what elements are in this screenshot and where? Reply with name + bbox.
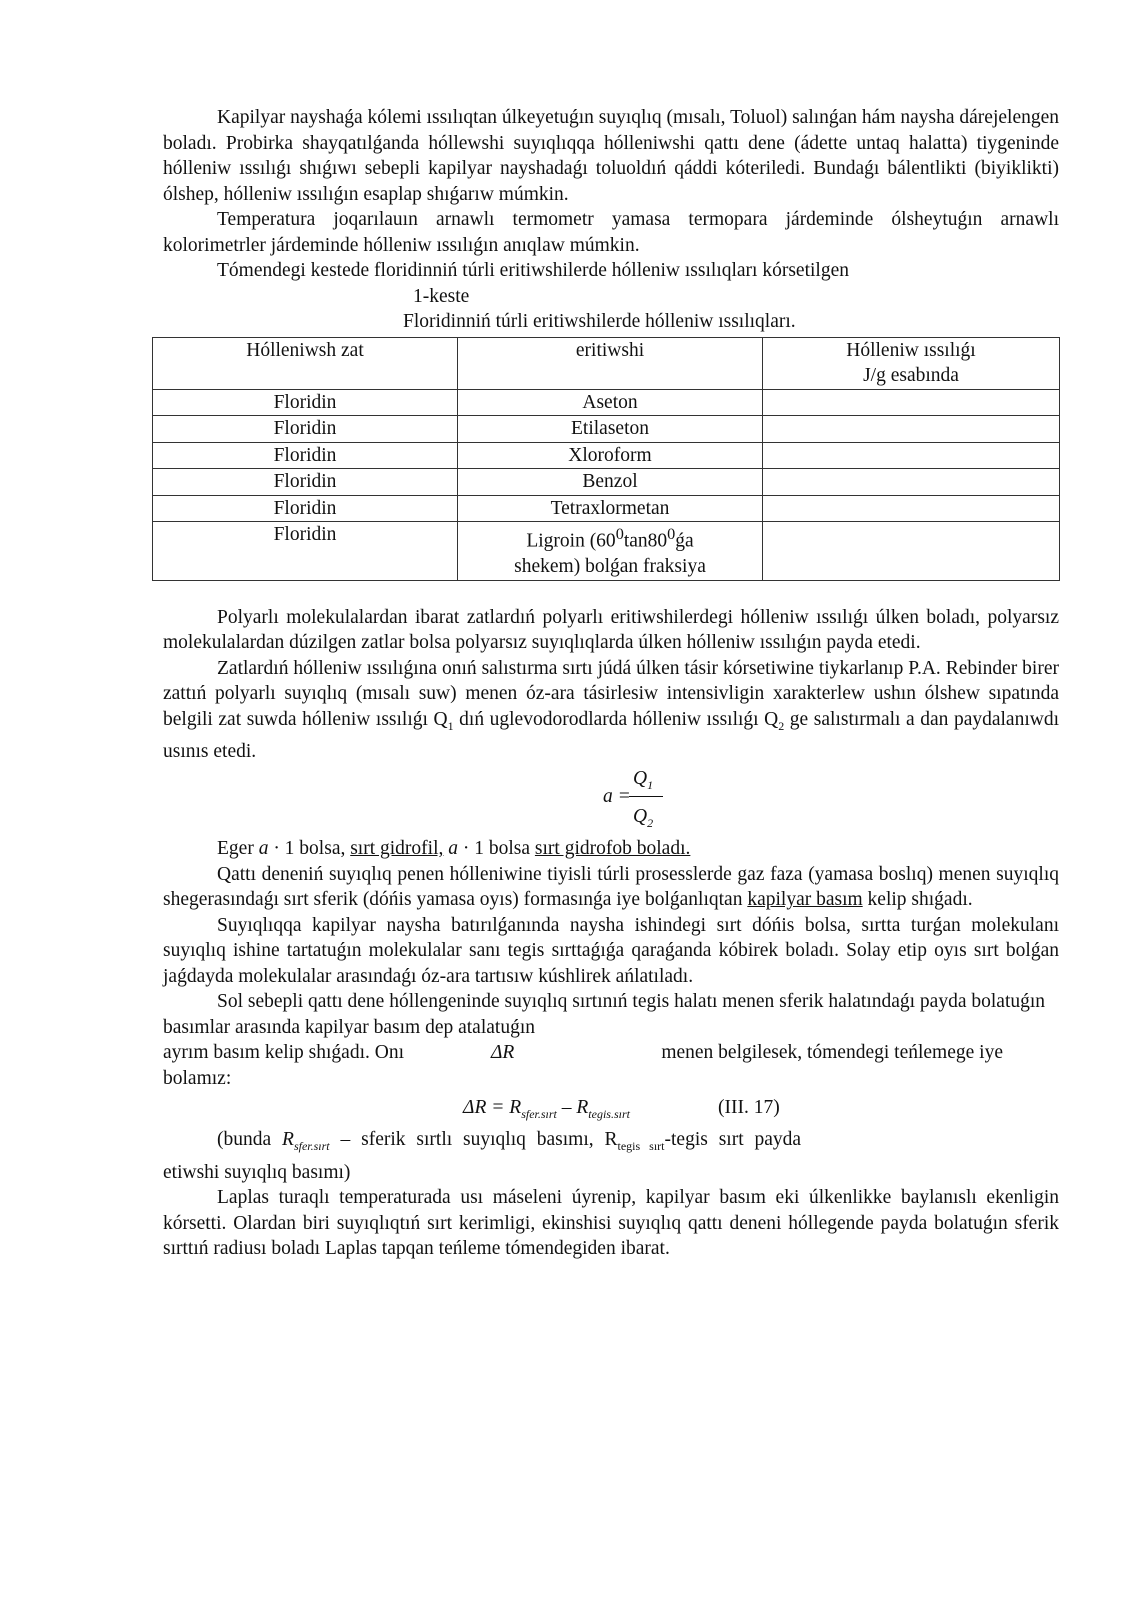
cell: Floridin xyxy=(153,389,458,416)
table-number: 1-keste xyxy=(413,285,470,307)
formula-pressure xyxy=(163,1091,1059,1127)
cell: Floridin xyxy=(153,442,458,469)
table-row xyxy=(153,416,1060,443)
header-unit: J/g esabında xyxy=(863,365,959,386)
cell xyxy=(763,389,1060,416)
table-title: Floridinniń túrli eritiwshilerde hólleniw ıssılıqları. xyxy=(403,311,796,332)
paragraph: Sol sebepli qattı dene hóllengeninde suyıqlıq sırtınıń tegis halatı menen sferik halatındaǵı payda bolatuǵın basımlar arasında kapilyar basım dep atalatuǵın xyxy=(163,991,1046,1038)
paragraph: Kapilyar nayshaǵa kólemi ıssılıqtan úlkeyetuǵın suyıqlıq (mısalı, Toluol) salınǵan hám naysha dárejelengen boladı. Probirka shayqatılǵanda hóllewshi suyıqlıqqa hólleniwshi qattı dene (ádette untaq halatta) tiygeninde hólleniw ıssılıǵı shıǵıwı sebepli kapilyar nayshadaǵı toluoldıń qáddi kóteriledi. Bundaǵı bálentlikti (biyiklikti) ólshep, hólleniw ıssılıǵın esaplap shıǵarıw múmkin. xyxy=(163,107,1060,205)
cell xyxy=(763,442,1060,469)
paragraph: Suyıqlıqqa kapilyar naysha batırılǵanında naysha ishindegi sırt dóńis bolsa, sırtta turǵan molekulanı suyıqlıq ishine tartatuǵın molekulalar sanı tegis sırttaǵıǵa qaraǵanda kóbirek boladı. Solay etip oyıs sırt bolǵan jaǵdayda molekulalar arasındaǵı óz-ara tartısıw kúshlirek ańlatıladı. xyxy=(163,914,1059,987)
data-table xyxy=(152,337,1060,581)
cell: Xloroform xyxy=(458,442,763,469)
cell xyxy=(458,522,763,581)
superscript: 0 xyxy=(667,525,676,543)
cell: Floridin xyxy=(153,522,458,581)
document-page xyxy=(163,105,1059,1262)
paragraph: Laplas turaqlı temperaturada usı máseleni úyrenip, kapilyar basım eki úlkenlikke baylanıslı ekenligin kórsetti. Olardan biri suyıqlıqtıń sırt kerimligi, ekinshisi suyıqlıq qattı deneni hóllegende payda bolatuǵın sferik sırttıń radiusı boladı Laplas tapqan teńleme tómendegiden ibarat. xyxy=(163,1187,1059,1260)
cell xyxy=(763,416,1060,443)
header-cell xyxy=(763,337,1060,389)
superscript: 0 xyxy=(615,525,624,543)
equation-number: (III. 17) xyxy=(718,1097,780,1119)
header-text: Hólleniw ıssılıǵı xyxy=(846,339,976,361)
table-row xyxy=(153,522,1060,581)
formula-lhs: a = xyxy=(603,786,631,808)
fraction-bar xyxy=(629,796,663,797)
paragraph: ayrım basım kelip shıǵadı. Onı ΔR menen belgilesek, tómendegi teńlemege iye xyxy=(163,1042,1003,1064)
table-row xyxy=(153,389,1060,416)
cell-text: Ligroin (60 xyxy=(526,530,616,552)
cell xyxy=(763,495,1060,522)
paragraph: Eger a · 1 bolsa, sırt gidrofil, a · 1 bolsa sırt gidrofob boladı. xyxy=(217,838,691,860)
paragraph: Temperatura joqarılauın arnawlı termometr yamasa termopara járdeminde ólsheytuǵın arnawlı kolorimetrler járdeminde hólleniw ıssılıǵın anıqlaw múmkin. xyxy=(163,209,1059,256)
paragraph: Qattı deneniń suyıqlıq penen hólleniwine tiyisli túrli prosesslerde gaz faza (yamasa boslıq) menen suyıqlıq shegerasındaǵı sırt sferik (dóńis yamasa oyıs) formasınǵa iye bolǵanlıqtan kapilyar basım kelip shıǵadı. xyxy=(163,863,1059,911)
paragraph: Polyarlı molekulalardan ibarat zatlardıń polyarlı eritiwshilerdegi hólleniw ıssılıǵı úlken boladı, polyarsız molekulalardan dúzilgen zatlar bolsa polyarsız suyıqlıqlarda úlken hólleniw ıssılıǵın payda etedi. xyxy=(163,606,1059,653)
cell: Aseton xyxy=(458,389,763,416)
table-row xyxy=(153,495,1060,522)
cell-text: tan80 xyxy=(623,530,668,552)
cell xyxy=(763,522,1060,581)
header-cell: Hólleniwsh zat xyxy=(153,337,458,389)
cell: Etilaseton xyxy=(458,416,763,443)
cell-text: ǵa xyxy=(675,530,694,552)
cell xyxy=(763,469,1060,496)
formula-ratio xyxy=(163,764,1059,836)
cell: Tetraxlormetan xyxy=(458,495,763,522)
header-cell: eritiwshi xyxy=(458,337,763,389)
formula-numerator: $Q_1$ xyxy=(633,768,654,793)
formula-denominator: $Q_2$ xyxy=(633,806,654,831)
paragraph: Zatlardıń hólleniw ıssılıǵına onıń salıstırma sırtı júdá úlken tásir kórsetiwine tiykarlanıp P.A. Rebinder birer zattıń polyarlı suyıqlıq (mısalı suw) menen óz-ara tásirlesiw intensivligin xarakterlew ushın ólshew sıpatında belgili zat suwda hólleniw ıssılıǵı $Q_1$ dıń uglevodorodlarda hólleniw ıssılıǵı $Q_2$ ge salıstırmalı a dan paydalanıwdı usınıs etedi. xyxy=(163,657,1060,762)
formula-expression: $\Delta R = R_{sfer.sırt} - R_{tegis.sırt}$ xyxy=(463,1097,630,1122)
cell: Benzol xyxy=(458,469,763,496)
paragraph: etiwshi suyıqlıq basımı) xyxy=(163,1161,351,1183)
cell: Floridin xyxy=(153,469,458,496)
cell: Floridin xyxy=(153,495,458,522)
paragraph: Tómendegi kestede floridinniń túrli eritiwshilerde hólleniw ıssılıqları kórsetilgen xyxy=(217,260,849,281)
table-header-row xyxy=(153,337,1060,389)
cell: Floridin xyxy=(153,416,458,443)
table-row xyxy=(153,469,1060,496)
table-row xyxy=(153,442,1060,469)
paragraph: bolamız: xyxy=(163,1067,232,1089)
cell-text: shekem) bolǵan fraksiya xyxy=(514,556,706,577)
paragraph: (bunda $R_{sfer.sırt}$ – sferik sırtlı suyıqlıq basımı, $R_{tegis sırt}$-tegis sırt payda xyxy=(217,1129,802,1154)
